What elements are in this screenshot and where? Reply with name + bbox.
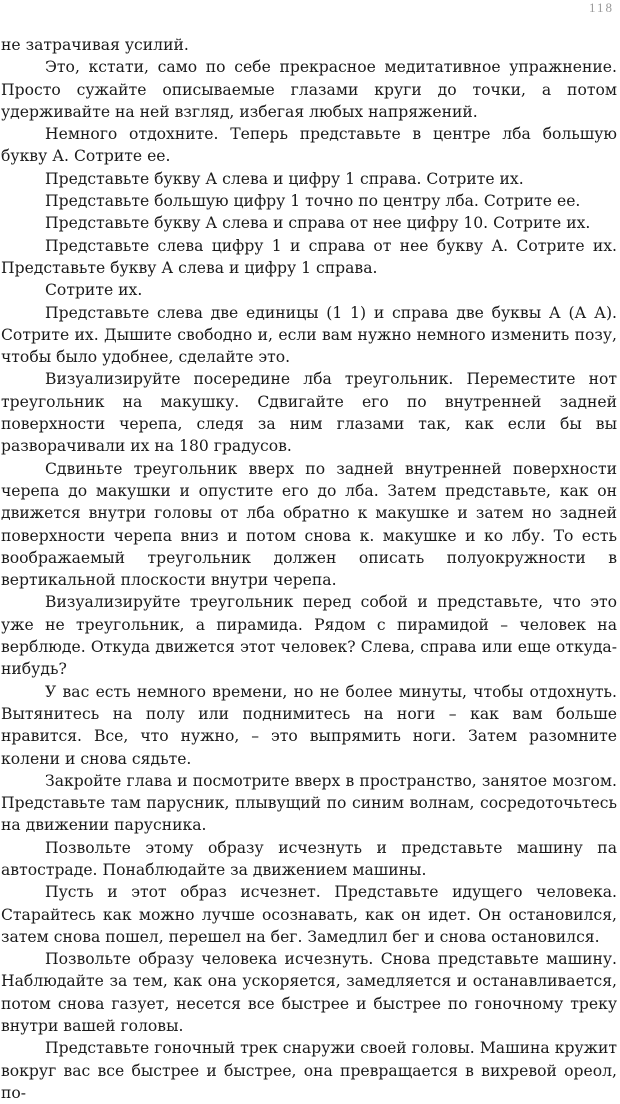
paragraph: Представьте большую цифру 1 точно по центру лба. Сотрите ее. bbox=[45, 192, 581, 211]
paragraph: Это, кстати, само по себе прекрасное медитативное упражнение. Просто сужайте описываемые глазами круги до точки, а потом удерживайте на ней взгляд, избегая любых напряжений. bbox=[1, 58, 617, 121]
paragraph: Позвольте образу человека исчезнуть. Снова представьте машину. Наблюдайте за тем, как она ускоряется, замедляется и останавливается, потом снова газует, несется все быстрее и быстрее по гоночному треку внутри вашей головы. bbox=[1, 950, 617, 1036]
paragraph: Пусть и этот образ исчезнет. Представьте идущего человека. Старайтесь как можно лучше осознавать, как он идет. Он остановился, затем снова пошел, перешел на бег. Замедлил бег и снова остановился. bbox=[1, 883, 617, 946]
paragraph: Представьте гоночный трек снаружи своей головы. Машина кружит вокруг вас все быстрее и быстрее, она превращается в вихревой ореол, по- bbox=[1, 1039, 617, 1102]
paragraph: Представьте слева две единицы (1 1) и справа две буквы А (А А). Сотрите их. Дышите свободно и, если вам нужно немного изменить позу, чтобы было удобнее, сделайте это. bbox=[1, 303, 617, 367]
paragraph: Сдвиньте треугольник вверх по задней внутренней поверхности черепа до макушки и опустите его до лба. Затем представьте, как он движется внутри головы от лба обратно к макушке и затем но задней поверхности черепа вниз и потом снова к. макушке и ко лбу. То есть воображаемый треугольник должен описать полуокружности в вертикальной плоскости внутри черепа. bbox=[1, 459, 617, 590]
paragraph: Сотрите их. bbox=[45, 281, 143, 300]
paragraph: Представьте букву А слева и справа от нее цифру 10. Сотрите их. bbox=[45, 214, 591, 233]
paragraph: Закройте глава и посмотрите вверх в пространство, занятое мозгом. Представьте там парусник, плывущий по синим волнам, сосредоточьтесь на движении парусника. bbox=[1, 771, 617, 835]
page-number: 118 bbox=[588, 0, 614, 15]
paragraph: Немного отдохните. Теперь представьте в центре лба большую букву А. Сотрите ее. bbox=[1, 125, 617, 166]
paragraph: Представьте слева цифру 1 и справа от нее букву А. Сотрите их. Представьте букву А слева и цифру 1 справа. bbox=[1, 236, 617, 277]
paragraph: Визуализируйте посередине лба треугольник. Переместите нот треугольник на макушку. Сдвигайте его по внутренней задней поверхности черепа, следя за ним глазами так, как если бы вы разворачивали их на 180 градусов. bbox=[1, 370, 617, 456]
body-text bbox=[1, 34, 617, 1104]
paragraph: Позвольте этому образу исчезнуть и представьте машину па автостраде. Понаблюдайте за движением машины. bbox=[1, 838, 617, 879]
paragraph: Визуализируйте треугольник перед собой и представьте, что это уже не треугольник, а пирамида. Рядом с пирамидой – человек на верблюде. Откуда движется этот человек? Слева, справа или еще откуда-нибудь? bbox=[1, 593, 617, 679]
paragraph: не затрачивая усилий. bbox=[1, 36, 189, 54]
paragraph: Представьте букву А слева и цифру 1 справа. Сотрите их. bbox=[45, 169, 524, 188]
paragraph: У вас есть немного времени, но не более минуты, чтобы отдохнуть. Вытянитесь на полу или поднимитесь на ноги – как вам больше нравится. Все, что нужно, – это выпрямить ноги. Затем разомните колени и снова сядьте. bbox=[1, 682, 617, 768]
